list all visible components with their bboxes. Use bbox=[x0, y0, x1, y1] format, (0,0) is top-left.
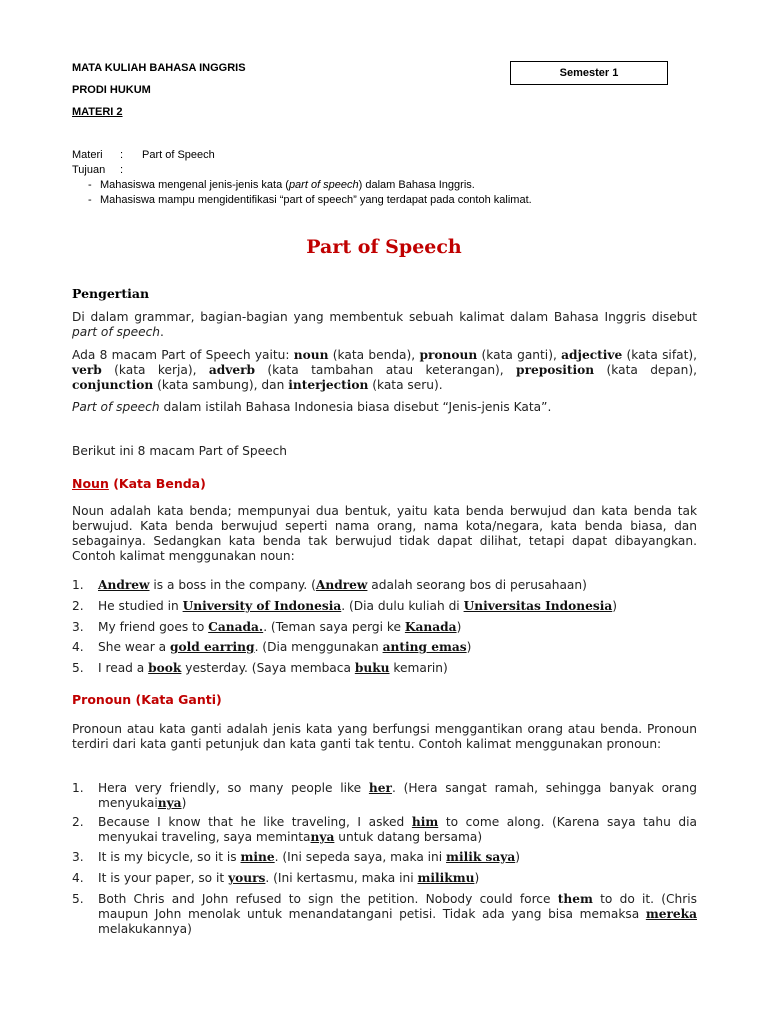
paragraph-text: (kata ganti), bbox=[477, 348, 562, 362]
sentence-text: ) bbox=[456, 620, 462, 634]
paragraph-text: (kata tambahan atau keterangan), bbox=[255, 363, 517, 377]
program-name: PRODI HUKUM bbox=[72, 84, 151, 96]
highlighted-word: buku bbox=[354, 661, 390, 675]
sentence-text: to do it. (Chris maupun John menolak untuk menandatangani petisi. Tidak ada yang bisa memaksa bbox=[98, 892, 697, 921]
highlighted-word: book bbox=[148, 661, 182, 675]
paragraph-text: (kata benda), bbox=[328, 348, 420, 362]
part-of-speech-term: preposition bbox=[516, 363, 595, 377]
sentence-text: melakukannya) bbox=[98, 922, 192, 936]
pronoun-example-1 bbox=[72, 781, 697, 811]
goal-1: - Mahasiswa mengenal jenis-jenis kata (part of speech) dalam Bahasa Inggris. bbox=[88, 179, 475, 191]
materi-colon: : bbox=[120, 149, 124, 161]
list-number: 2. bbox=[72, 815, 84, 829]
paragraph-text: (kata depan), bbox=[594, 363, 697, 377]
part-of-speech-term: adjective bbox=[561, 348, 623, 362]
highlighted-word: Andrew bbox=[98, 578, 150, 592]
noun-example-2 bbox=[72, 599, 697, 614]
part-of-speech-term: verb bbox=[72, 363, 102, 377]
pronoun-description: Pronoun atau kata ganti adalah jenis kata yang berfungsi menggantikan orang atau benda. Pronoun terdiri dari kata ganti petunjuk dan kata ganti tak tentu. Contoh kalimat menggunakan pronoun: bbox=[72, 722, 697, 751]
example-text bbox=[98, 815, 697, 845]
sentence-text: untuk datang bersama) bbox=[334, 830, 483, 844]
goal-2: - Mahasiswa mampu mengidentifikasi “part of speech” yang terdapat pada contoh kalimat. bbox=[88, 194, 532, 206]
sentence-text: to come along. (Karena saya tahu dia menyukai traveling, saya meminta bbox=[98, 815, 698, 844]
list-number: 2. bbox=[72, 599, 84, 613]
noun-description: Noun adalah kata benda; mempunyai dua bentuk, yaitu kata benda berwujud dan kata benda tak berwujud. Kata benda berwujud seperti nama orang, nama kota/negara, kata benda biasa, dan sebagainya. Sedangkan kata benda tak berwujud tidak dapat dilihat, tetapi dapat dibayangkan. Contoh kalimat menggunakan noun: bbox=[72, 504, 697, 563]
paragraph-text: (kata sifat), bbox=[622, 348, 697, 362]
pengertian-paragraph-4: Berikut ini 8 macam Part of Speech bbox=[72, 444, 288, 458]
example-text bbox=[98, 850, 697, 865]
sentence-text: It is your paper, so it bbox=[98, 871, 229, 885]
example-text bbox=[98, 892, 697, 937]
sentence-text: My friend goes to bbox=[98, 620, 209, 634]
paragraph-text: (kata seru). bbox=[368, 378, 443, 392]
noun-example-5 bbox=[72, 661, 697, 676]
example-text bbox=[98, 599, 697, 614]
highlighted-word: nya bbox=[157, 796, 182, 810]
sentence-text: It is my bicycle, so it is bbox=[98, 850, 241, 864]
pronoun-example-4 bbox=[72, 871, 697, 886]
tujuan-colon: : bbox=[120, 164, 124, 176]
sentence-text: . (Ini sepeda saya, maka ini bbox=[274, 850, 447, 864]
sentence-text: yesterday. (Saya membaca bbox=[181, 661, 355, 675]
page-title: Part of Speech bbox=[306, 236, 462, 258]
highlighted-word: nya bbox=[310, 830, 335, 844]
sentence-text: ) bbox=[181, 796, 187, 810]
example-text bbox=[98, 620, 697, 635]
example-text bbox=[98, 578, 697, 593]
highlighted-word: yours bbox=[228, 871, 266, 885]
semester-box: Semester 1 bbox=[510, 61, 668, 85]
paragraph-text: (kata sambung), dan bbox=[153, 378, 289, 392]
sentence-text: She wear a bbox=[98, 640, 170, 654]
part-of-speech-term: pronoun bbox=[419, 348, 478, 362]
highlighted-word: Andrew bbox=[315, 578, 368, 592]
paragraph-text: (kata kerja), bbox=[101, 363, 209, 377]
course-name: MATA KULIAH BAHASA INGGRIS bbox=[72, 62, 246, 74]
highlighted-word: mine bbox=[240, 850, 275, 864]
list-number: 1. bbox=[72, 781, 84, 795]
sentence-text: adalah seorang bos di perusahaan) bbox=[367, 578, 587, 592]
sentence-text: ) bbox=[515, 850, 521, 864]
sentence-text: . (Dia dulu kuliah di bbox=[341, 599, 464, 613]
bold-word: them bbox=[557, 892, 593, 906]
highlighted-word: Universitas Indonesia bbox=[463, 599, 613, 613]
noun-heading: Noun (Kata Benda) bbox=[72, 476, 206, 491]
list-number: 1. bbox=[72, 578, 84, 592]
highlighted-word: milik saya bbox=[446, 850, 516, 864]
list-number: 4. bbox=[72, 640, 84, 654]
list-number: 5. bbox=[72, 892, 84, 906]
highlighted-word: gold earring bbox=[170, 640, 255, 654]
highlighted-word: mereka bbox=[645, 907, 697, 921]
pengertian-paragraph-1: Di dalam grammar, bagian-bagian yang membentuk sebuah kalimat dalam Bahasa Inggris disebut part of speech. bbox=[72, 310, 697, 339]
highlighted-word: Kanada bbox=[404, 620, 457, 634]
example-text bbox=[98, 640, 697, 655]
sentence-text: I read a bbox=[98, 661, 149, 675]
paragraph-text: Ada 8 macam Part of Speech yaitu: bbox=[72, 348, 294, 362]
example-text bbox=[98, 871, 697, 886]
list-number: 3. bbox=[72, 850, 84, 864]
pengertian-paragraph-2 bbox=[72, 348, 697, 393]
pronoun-heading: Pronoun (Kata Ganti) bbox=[72, 692, 222, 707]
highlighted-word: milikmu bbox=[417, 871, 475, 885]
sentence-text: Because I know that he like traveling, I asked bbox=[98, 815, 412, 829]
sentence-text: . (Hera sangat ramah, sehingga banyak orang menyukai bbox=[98, 781, 697, 810]
sentence-text: kemarin) bbox=[389, 661, 448, 675]
materi-key: Materi bbox=[72, 149, 103, 161]
list-number: 3. bbox=[72, 620, 84, 634]
highlighted-word: her bbox=[368, 781, 392, 795]
part-of-speech-term: conjunction bbox=[72, 378, 154, 392]
sentence-text: He studied in bbox=[98, 599, 183, 613]
highlighted-word: him bbox=[411, 815, 439, 829]
sentence-text: . (Teman saya pergi ke bbox=[263, 620, 405, 634]
part-of-speech-term: noun bbox=[293, 348, 329, 362]
example-text bbox=[98, 661, 697, 676]
sentence-text: . (Ini kertasmu, maka ini bbox=[265, 871, 418, 885]
part-of-speech-term: interjection bbox=[288, 378, 369, 392]
noun-example-3 bbox=[72, 620, 697, 635]
list-number: 4. bbox=[72, 871, 84, 885]
list-number: 5. bbox=[72, 661, 84, 675]
highlighted-word: University of Indonesia bbox=[182, 599, 342, 613]
materi-row bbox=[72, 149, 215, 161]
sentence-text: ) bbox=[612, 599, 618, 613]
tujuan-key: Tujuan bbox=[72, 164, 106, 176]
sentence-text: Hera very friendly, so many people like bbox=[98, 781, 369, 795]
highlighted-word: anting emas bbox=[382, 640, 467, 654]
example-text bbox=[98, 781, 697, 811]
sentence-text: . (Dia menggunakan bbox=[254, 640, 383, 654]
sentence-text: ) bbox=[474, 871, 480, 885]
pronoun-example-2 bbox=[72, 815, 697, 845]
sentence-text: is a boss in the company. ( bbox=[149, 578, 316, 592]
noun-example-1 bbox=[72, 578, 697, 593]
sentence-text: ) bbox=[466, 640, 472, 654]
pronoun-example-3 bbox=[72, 850, 697, 865]
noun-example-4 bbox=[72, 640, 697, 655]
materi-value: Part of Speech bbox=[142, 149, 215, 161]
materi-number: MATERI 2 bbox=[72, 106, 123, 118]
part-of-speech-term: adverb bbox=[208, 363, 256, 377]
tujuan-row bbox=[72, 164, 142, 176]
highlighted-word: Canada. bbox=[208, 620, 264, 634]
pengertian-heading: Pengertian bbox=[72, 286, 150, 301]
pengertian-paragraph-3: Part of speech dalam istilah Bahasa Indonesia biasa disebut “Jenis-jenis Kata”. bbox=[72, 400, 552, 414]
pronoun-example-5 bbox=[72, 892, 697, 937]
sentence-text: Both Chris and John refused to sign the petition. Nobody could force bbox=[98, 892, 558, 906]
